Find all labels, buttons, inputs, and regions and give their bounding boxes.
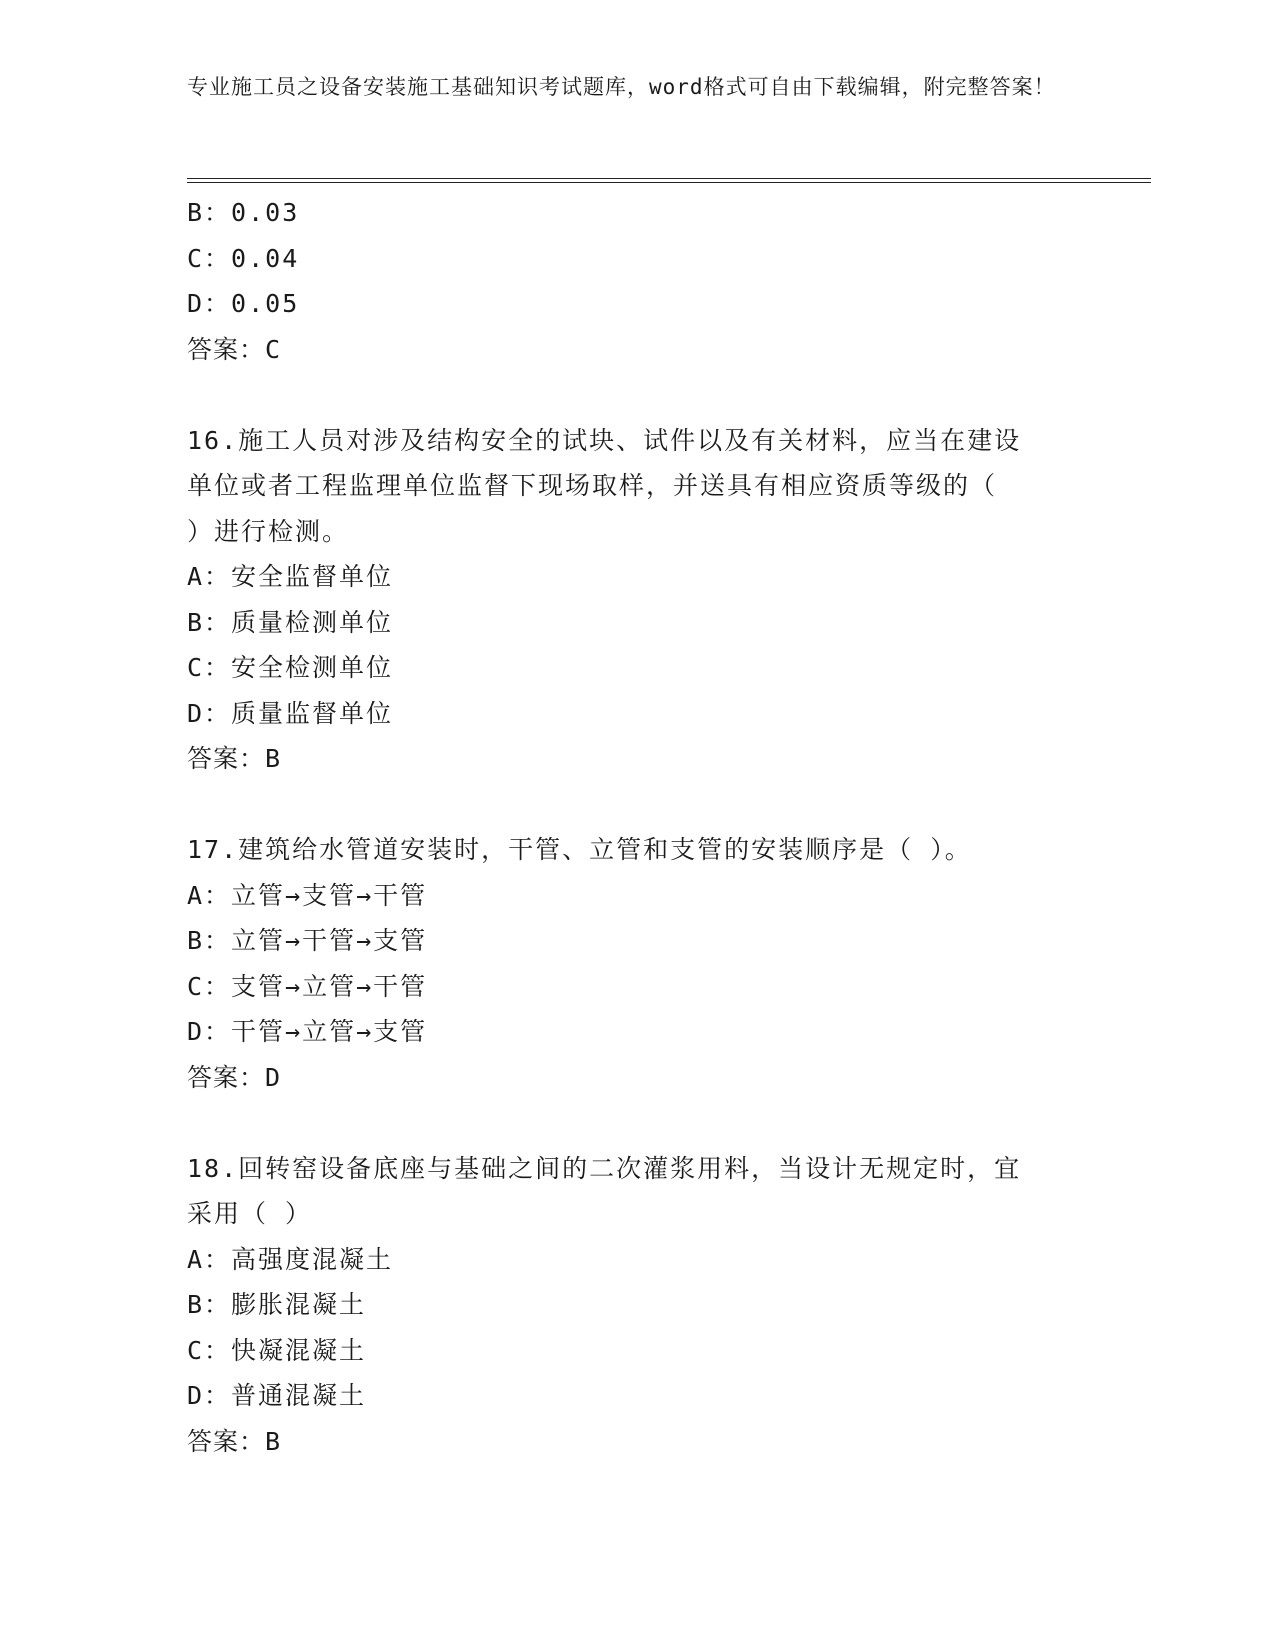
question-stem-line: 采用（ ） [187,1199,313,1228]
option-b: B：立管→干管→支管 [187,926,428,955]
answer-value: D [265,1062,283,1092]
answer-line [187,736,1087,782]
option-a: A：立管→支管→干管 [187,880,428,910]
option-d: D：0.05 [187,289,300,318]
document-header: 专业施工员之设备安装施工基础知识考试题库，word格式可自由下载编辑，附完整答案！ [187,75,1056,99]
answer-label: 答案： [187,1062,266,1092]
answer-line [187,327,1087,373]
question-stem-line: 16.施工人员对涉及结构安全的试块、试件以及有关材料，应当在建设 [187,425,1022,455]
question-15 [187,190,1087,372]
option-d: D：干管→立管→支管 [187,1017,428,1046]
answer-line [187,1055,1087,1101]
question-spacer [187,372,1087,418]
question-stem-line: 单位或者工程监理单位监督下现场取样，并送具有相应资质等级的（ [187,471,998,500]
question-stem-line: 18.回转窑设备底座与基础之间的二次灌浆用料，当设计无规定时，宜 [187,1153,1022,1183]
question-spacer [187,1100,1087,1146]
option-b: B：膨胀混凝土 [187,1290,367,1319]
question-17 [187,827,1087,1100]
header-divider-bottom [187,182,1151,183]
question-stem-line: 17.建筑给水管道安装时，干管、立管和支管的安装顺序是（ ）。 [187,835,972,864]
question-list [187,190,1087,1464]
question-spacer [187,782,1087,828]
option-c: C：快凝混凝土 [187,1335,367,1365]
answer-label: 答案： [187,334,266,364]
option-b: B：质量检测单位 [187,607,394,637]
answer-label: 答案： [187,744,266,773]
option-c: C：0.04 [187,243,300,273]
answer-value: B [265,1426,283,1456]
option-a: A：安全监督单位 [187,562,394,591]
question-16 [187,418,1087,782]
answer-label: 答案： [187,1426,266,1456]
option-c: C：支管→立管→干管 [187,971,428,1001]
option-b: B：0.03 [187,198,300,227]
option-d: D：质量监督单位 [187,698,394,728]
question-stem-line: ）进行检测。 [187,516,350,546]
answer-line [187,1419,1087,1465]
question-18 [187,1146,1087,1465]
option-d: D：普通混凝土 [187,1381,367,1410]
answer-value: B [265,744,283,773]
option-c: C：安全检测单位 [187,653,394,682]
option-a: A：高强度混凝土 [187,1244,394,1274]
header-divider-top [187,178,1151,179]
answer-value: C [265,334,283,364]
